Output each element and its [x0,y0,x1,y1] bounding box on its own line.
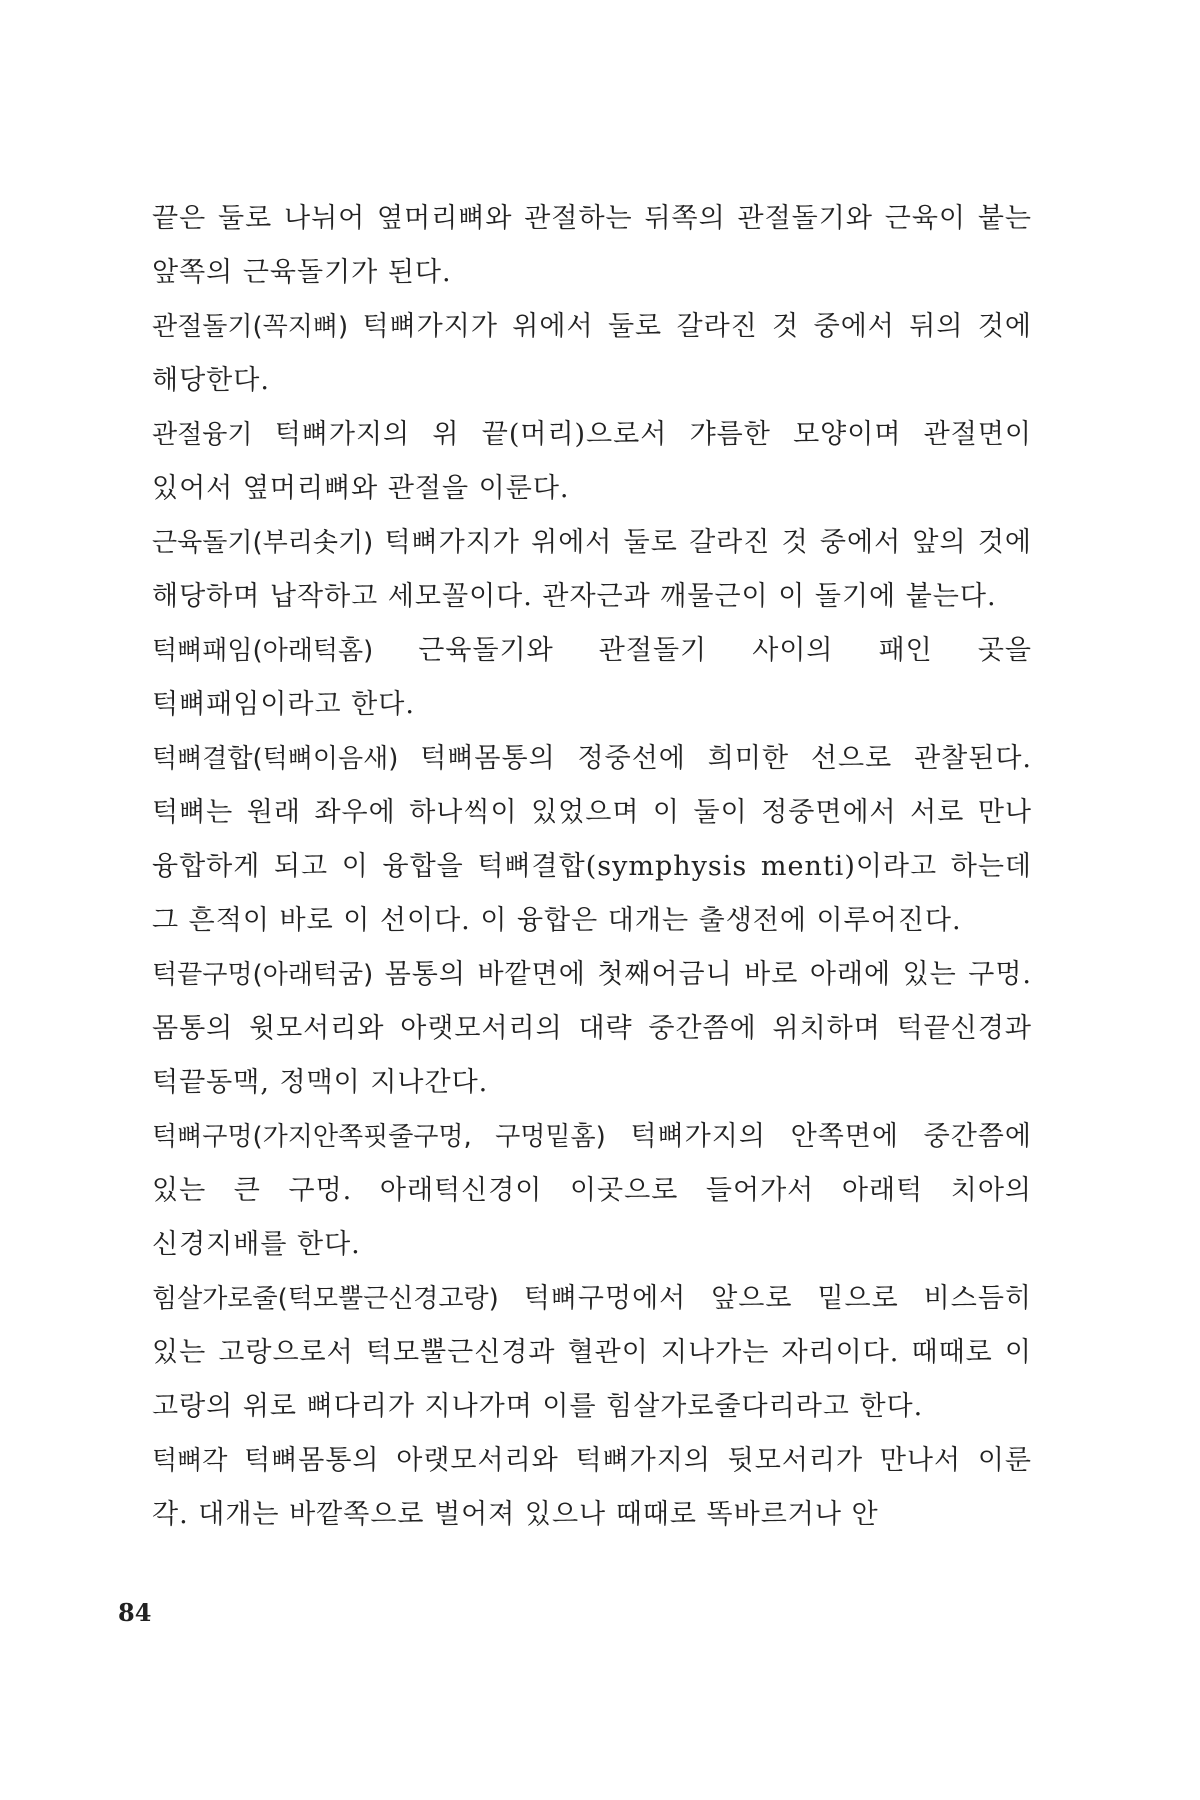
entry-mandibular-foramen [152,1110,1032,1272]
entry-term: 관절융기 [152,420,253,450]
entry-mental-foramen [152,948,1032,1110]
paragraph-continuation [152,192,1032,300]
entry-description: 근육돌기와 관절돌기 사이의 패인 곳을 턱뼈패임이라고 한다. [152,635,1032,720]
entry-condyle [152,408,1032,516]
entry-mandibular-symphysis [152,732,1032,948]
entry-mylohyoid-groove [152,1272,1032,1434]
entry-coronoid-process [152,516,1032,624]
entry-description: 턱뼈몸통의 아랫모서리와 턱뼈가지의 뒷모서리가 만나서 이룬 각. 대개는 바깥쪽으로 벌어져 있으나 때때로 똑바르거나 안 [152,1445,1032,1530]
entry-description: 턱뼈가지의 위 끝(머리)으로서 갸름한 모양이며 관절면이 있어서 옆머리뼈와 관절을 이룬다. [152,419,1032,504]
entry-description: 턱뼈몸통의 정중선에 희미한 선으로 관찰된다. 턱뼈는 원래 좌우에 하나씩이 있었으며 이 둘이 정중면에서 서로 만나 융합하게 되고 이 융합을 턱뼈결합(symphysis menti)이라고 하는데 그 흔적이 바로 이 선이다. 이 융합은 대개는 출생전에 이루어진다. [152,743,1032,936]
entry-term: 근육돌기(부리솟기) [152,528,374,558]
body-text [152,192,1032,1542]
entry-term: 턱뼈결합(턱뼈이음새) [152,744,399,774]
entry-term: 턱뼈구멍(가지안쪽핏줄구멍, 구멍밑홈) [152,1122,606,1152]
entry-mandibular-notch [152,624,1032,732]
page-number: 84 [118,1598,152,1627]
entry-term: 턱뼈패임(아래턱홈) [152,636,374,666]
entry-description: 턱뼈가지가 위에서 둘로 갈라진 것 중에서 뒤의 것에 해당한다. [152,311,1032,396]
entry-description: 턱뼈가지가 위에서 둘로 갈라진 것 중에서 앞의 것에 해당하며 납작하고 세모꼴이다. 관자근과 깨물근이 이 돌기에 붙는다. [152,527,1032,612]
entry-description: 턱뼈구멍에서 앞으로 밑으로 비스듬히 있는 고랑으로서 턱모뿔근신경과 혈관이 지나가는 자리이다. 때때로 이 고랑의 위로 뼈다리가 지나가며 이를 힘살가로줄다리라고 한다. [152,1283,1032,1422]
entry-mandibular-angle [152,1434,1032,1542]
entry-term: 힘살가로줄(턱모뿔근신경고랑) [152,1284,499,1314]
entry-term: 턱끝구멍(아래턱굼) [152,960,374,990]
entry-description: 끝은 둘로 나뉘어 옆머리뼈와 관절하는 뒤쪽의 관절돌기와 근육이 붙는 앞쪽의 근육돌기가 된다. [152,203,1032,288]
entry-term: 관절돌기(꼭지뼈) [152,312,349,342]
entry-description: 몸통의 바깥면에 첫째어금니 바로 아래에 있는 구멍. 몸통의 윗모서리와 아랫모서리의 대략 중간쯤에 위치하며 턱끝신경과 턱끝동맥, 정맥이 지나간다. [152,959,1032,1098]
entry-term: 턱뼈각 [152,1446,228,1476]
entry-condylar-process [152,300,1032,408]
entry-description: 턱뼈가지의 안쪽면에 중간쯤에 있는 큰 구멍. 아래턱신경이 이곳으로 들어가서 아래턱 치아의 신경지배를 한다. [152,1121,1032,1260]
